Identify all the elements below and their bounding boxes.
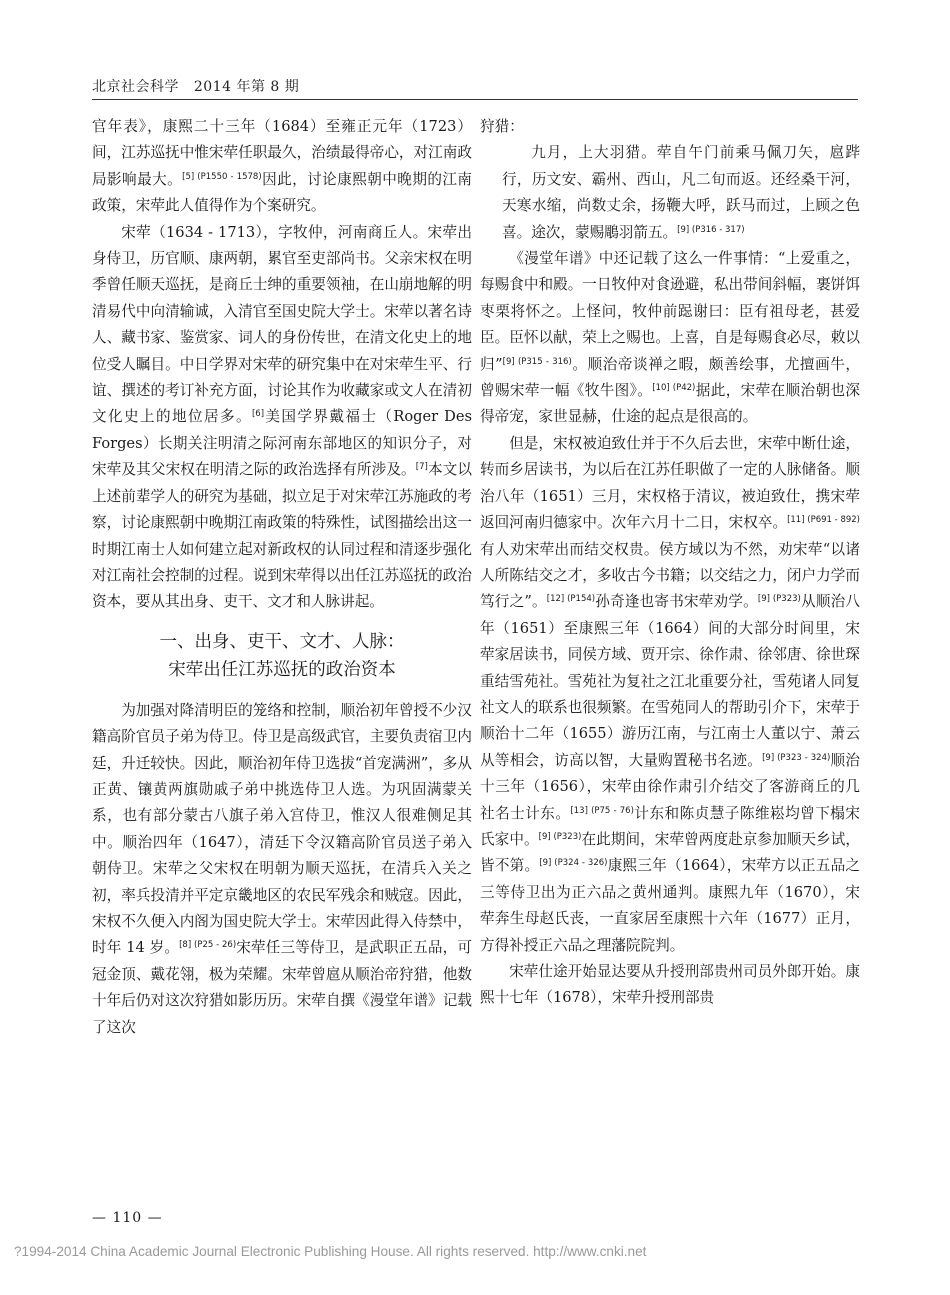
copyright-footer: ?1994-2014 China Academic Journal Electronic Publishing House. All rights reserved. http://www.cnki.net <box>14 1244 647 1259</box>
block-quote: 九月，上大羽猎。荦自午门前乘马佩刀矢，扈跸行，历文安、霸州、西山，凡二旬而返。还经桑干河，天寒水缩，尚数丈余，扬鞭大呼，跃马而过，上顾之色喜。途次，蒙赐鵰羽箭五。$^{[9] (P316 - 317)}$ <box>502 144 860 241</box>
citation: [9] (P323 - 324) <box>762 752 831 763</box>
citation: [13] (P75 - 76) <box>570 805 634 816</box>
citation: [11] (P691 - 892) <box>787 515 860 526</box>
right-column <box>480 114 860 1012</box>
paragraph-3: 为加强对降清明臣的笼络和控制，顺治初年曾授不少汉籍高阶官员子弟为侍卫。侍卫是高级武官，主要负责宿卫内廷，升迁较快。因此，顺治初年侍卫选拔“首宠满洲”，多从正黄、镶黄两旗勋戚子弟中挑选侍卫人选。为巩固满蒙关系，也有部分蒙古八旗子弟入宫侍卫，惟汉人很难侧足其中。顺治四年（1647），清廷下令汉籍高阶官员送子弟入朝侍卫。宋荦之父宋权在明朝为顺天巡抚，在清兵入关之初，率兵投清并平定京畿地区的农民军残余和贼寇。因此，宋权不久便入内阁为国史院大学士。宋荦因此得入侍禁中，时年 14 岁。$^{[8] (P25 - 26)}$宋荦任三等侍卫，是武职正五品，可冠金顶、戴花翎，极为荣耀。宋荦曾扈从顺治帝狩猎，他数十年后仍对这次狩猎如影历历。宋荦自撰《漫堂年谱》记载了这次 <box>92 701 472 1036</box>
citation: [9] (P315 - 316) <box>502 356 572 367</box>
left-column <box>92 114 472 1041</box>
paragraph-5: 但是，宋权被迫致仕并于不久后去世，宋荦中断仕途，转而乡居读书，为以后在江苏任职做了一定的人脉储备。顺治八年（1651）三月，宋权格于清议，被迫致仕，携宋荦返回河南归德家中。次年六月十二日，宋权卒。$^{[11] (P691 - 892)}$有人劝宋荦出而结交权贵。侯方域以为不然，劝宋荦“以诸人所陈结交之才，多收古今书籍；以交结之力，闭户力学而笃行之”。$^{[12] (P154)}$孙奇逢也寄书宋荦劝学。$^{[9] (P323)}$从顺治八年（1651）至康熙三年（1664）间的大部分时间里，宋荦家居读书，同侯方域、贾开宗、徐作肃、徐邻唐、徐世琛重结雪苑社。雪苑社为复社之江北重要分社，雪苑诸人同复社文人的联系也很频繁。在雪苑同人的帮助引介下，宋荦于顺治十二年（1655）游历江南，与江南士人董以宁、萧云从等相会，访高以智，大量购置秘书名迹。$^{[9] (P323 - 324)}$顺治十三年（1656），宋荦由徐作肃引介结交了客游商丘的几社名士计东。$^{[13] (P75 - 76)}$计东和陈贞慧子陈维崧均曾下榻宋氏家中。$^{[9] (P323)}$在此期间，宋荦曾两度赴京参加顺天乡试，皆不第。$^{[9] (P324 - 326)}$康熙三年（1664），宋荦方以正五品之三等侍卫出为正六品之黄州通判。康熙九年（1670），宋荦奔生母赵氏丧，一直家居至康熙十六年（1677）正月，方得补授正六品之理藩院院判。 <box>480 434 860 954</box>
paragraph-6: 宋荦仕途开始显达要从升授刑部贵州司员外郎开始。康熙十七年（1678），宋荦升授刑部贵 <box>480 963 860 1007</box>
paragraph-1: 官年表》，康熙二十三年（1684）至雍正元年（1723）间，江苏巡抚中惟宋荦任职最久，治绩最得帝心，对江南政局影响最大。$^{[5] (P1550 - 1578)}$因此，讨论康熙朝中晚期的江南政策，宋荦此人值得作为个案研究。 <box>92 118 472 215</box>
issue-label: 2014 年第 8 期 <box>193 79 300 95</box>
citation: [9] (P323) <box>757 594 801 605</box>
citation: [9] (P316 - 317) <box>677 224 745 235</box>
section-title-line-2: 宋荦出任江苏巡抚的政治资本 <box>168 659 396 680</box>
section-heading <box>92 628 472 684</box>
section-title-line-1: 一、出身、吏干、文才、人脉： <box>159 631 405 652</box>
citation: [9] (P324 - 326) <box>539 858 608 869</box>
running-header <box>92 76 299 96</box>
citation: [7] <box>415 462 428 473</box>
header-rule <box>92 99 858 100</box>
paragraph-continued: 狩猎： <box>480 118 524 135</box>
citation: [10] (P42) <box>652 383 696 394</box>
citation: [5] (P1550 - 1578) <box>182 171 262 182</box>
citation: [9] (P323) <box>538 831 582 842</box>
paragraph-4: 《漫堂年谱》中还记载了这么一件事情：“上爱重之，每赐食中和殿。一日牧仲对食逊避，私出带间斜幅，裹饼饵枣栗将怀之。上怪问，牧仲前跽谢曰：臣有祖母老，甚爱臣。臣怀以献，荣上之赐也。上喜，自是每赐食必尽，敕以归”$^{[9] (P315 - 316)}$。顺治帝谈禅之暇，颇善绘事，尤擅画牛，曾赐宋荦一幅《牧牛图》。$^{[10] (P42)}$据此，宋荦在顺治朝也深得帝宠，家世显赫，仕途的起点是很高的。 <box>480 250 860 426</box>
citation: [12] (P154) <box>546 594 596 605</box>
journal-name: 北京社会科学 <box>92 79 179 95</box>
paragraph-2: 宋荦（1634 - 1713），字牧仲，河南商丘人。宋荦出身侍卫，历官顺、康两朝，累官至吏部尚书。父亲宋权在明季曾任顺天巡抚，是商丘士绅的重要领袖，在山崩地解的明清易代中向清输诚，入清官至国史院大学士。宋荦以著名诗人、藏书家、鉴赏家、词人的身份传世，在清文化史上的地位受人瞩目。中日学界对宋荦的研究集中在对宋荦生平、行谊、撰述的考订补充方面，讨论其作为收藏家或文人在清初文化史上的地位居多。[6]美国学界戴福士（Roger Des Forges）长期关注明清之际河南东部地区的知识分子，对宋荦及其父宋权在明清之际的政治选择有所涉及。[7]本文以上述前辈学人的研究为基础，拟立足于对宋荦江苏施政的考察，讨论康熙朝中晚期江南政策的特殊性，试图描绘出这一时期江南士人如何建立起对新政权的认同过程和清逐步强化对江南社会控制的过程。说到宋荦得以出任江苏巡抚的政治资本，要从其出身、吏干、文才和人脉讲起。 <box>92 223 472 611</box>
page-number: — 110 — <box>92 1210 163 1226</box>
citation: [6] <box>251 409 265 420</box>
citation: [8] (P25 - 26) <box>179 940 237 951</box>
